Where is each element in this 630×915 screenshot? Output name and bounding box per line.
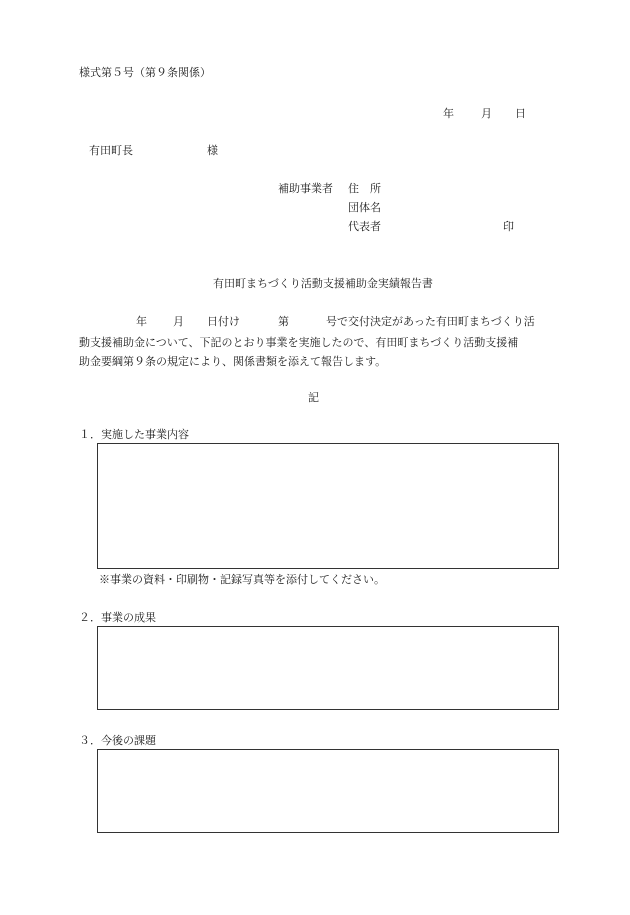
body-year: 年 bbox=[136, 315, 147, 328]
section-2-label: ２．事業の成果 bbox=[79, 611, 156, 624]
addressee-honorific: 様 bbox=[207, 144, 218, 157]
ki-label: 記 bbox=[308, 391, 319, 404]
section-3-input-box[interactable] bbox=[97, 749, 559, 833]
section-3-label: ３．今後の課題 bbox=[79, 734, 156, 747]
applicant-group-label: 団体名 bbox=[348, 201, 381, 214]
body-line3: 助金要綱第９条の規定により、関係書類を添えて報告します。 bbox=[79, 355, 387, 368]
applicant-title: 補助事業者 bbox=[278, 182, 333, 195]
body-line2: 動支援補助金について、下記のとおり事業を実施したので、有田町まちづくり活動支援補 bbox=[79, 336, 519, 349]
date-month-label: 月 bbox=[481, 107, 492, 120]
date-year-label: 年 bbox=[443, 107, 454, 120]
body-date-suffix: 日付け bbox=[207, 315, 240, 328]
body-line1-rest: 号で交付決定があった有田町まちづくり活 bbox=[326, 315, 535, 328]
seal-label: 印 bbox=[503, 220, 514, 233]
applicant-representative-label: 代表者 bbox=[348, 220, 381, 233]
body-number-prefix: 第 bbox=[278, 315, 289, 328]
form-number: 様式第５号（第９条関係） bbox=[79, 66, 211, 79]
section-1-note: ※事業の資料・印刷物・記録写真等を添付してください。 bbox=[99, 573, 385, 586]
section-1-label: １．実施した事業内容 bbox=[79, 428, 189, 441]
body-month: 月 bbox=[173, 315, 184, 328]
addressee-name: 有田町長 bbox=[89, 144, 133, 157]
section-2-input-box[interactable] bbox=[97, 626, 559, 710]
applicant-address-label: 住 所 bbox=[348, 182, 381, 195]
section-1-input-box[interactable] bbox=[97, 443, 559, 569]
document-title: 有田町まちづくり活動支援補助金実績報告書 bbox=[213, 277, 433, 290]
date-day-label: 日 bbox=[515, 107, 526, 120]
